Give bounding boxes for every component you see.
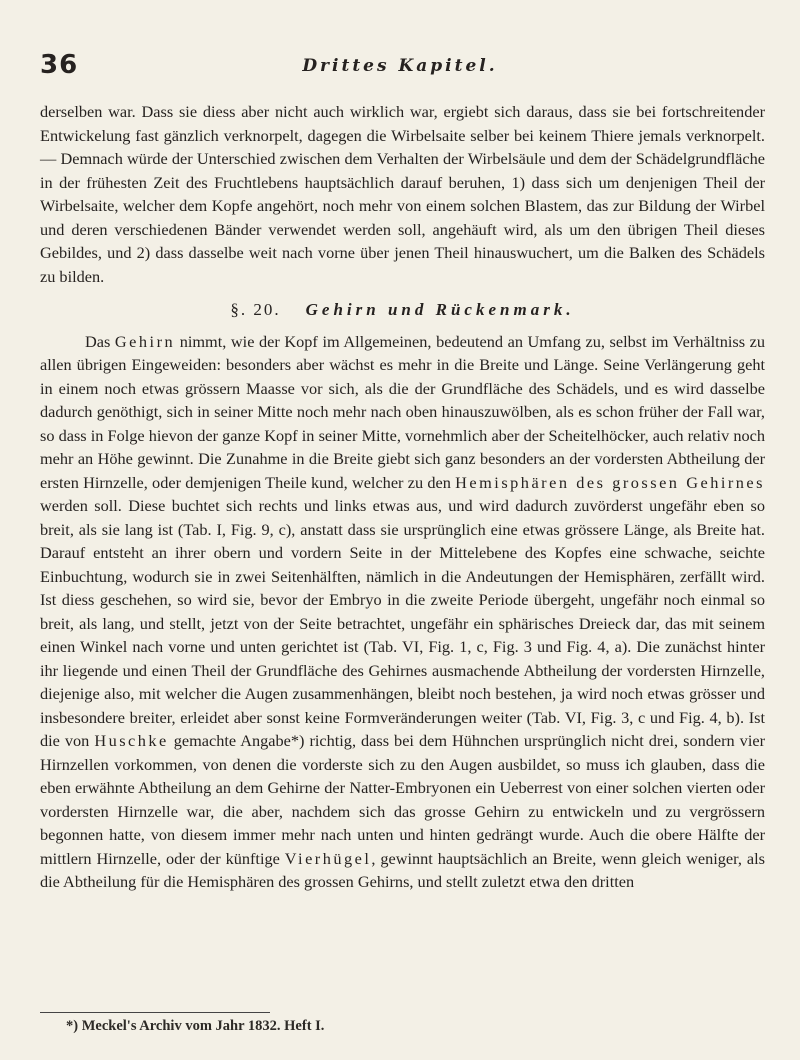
emphasis-hemispharen: Hemisphären des grossen Gehirnes xyxy=(455,472,765,492)
emphasis-huschke: Huschke xyxy=(94,731,169,750)
section-number: §. 20. xyxy=(230,300,281,319)
section-heading xyxy=(40,298,765,322)
paragraph-continuation: derselben war. Dass sie diess aber nicht auch wirklich war, ergiebt sich daraus, dass sie bei fortschreitender Entwickelung fast gänzlich verknorpelt, dagegen die Wirbelsaite selber bei keinem Thiere jemals verknorpelt. — Demnach würde der Unterschied zwischen dem Verhalten der Wirbelsäule und dem der Schädelgrundfläche in der frühesten Zeit des Fruchtlebens hauptsächlich darauf beruhen, 1) dass sich um denjenigen Theil der Wirbelsaite, welcher dem Kopfe angehört, noch mehr von einem solchen Blastem, das zur Bildung der Wirbel und deren verschiedenen Bänder verwendet werden soll, angehäuft wird, als um den übrigen Theil dieses Gebildes, und 2) dass dasselbe weit nach vorne über jenen Theil hinauswuchert, um die Balken des Schädels zu bilden. xyxy=(40,102,765,286)
emphasis-vierhugel: Vierhügel xyxy=(284,848,372,868)
page-header xyxy=(40,50,760,90)
running-head: Drittes Kapitel. xyxy=(302,56,498,76)
section-title: Gehirn und Rückenmark. xyxy=(305,300,575,319)
footnote: *) Meckel's Archiv vom Jahr 1832. Heft I. xyxy=(66,1018,325,1034)
page-number: 36 xyxy=(40,50,79,80)
text-run: gemachte Angabe*) richtig, dass bei dem Hühnchen ursprünglich nicht drei, sondern vier Hirnzellen vorkommen, von denen die vorderste sich zu den Augen ausbildet, so muss ich glauben, dass die eben erwähnte Abtheilung an dem Gehirne der Natter-Embryonen ein Ueberrest von einer solchen vierten oder vordersten Hirnzelle war, die aber, nachdem sich das grosse Gehirn zu entwickeln und zu vergrössern begonnen hatte, von diesem immer mehr nach unten und hinten gedrängt wurde. Auch die obere Hälfte der mittlern Hirnzelle, oder der künftige xyxy=(40,731,765,868)
text-run: , gewinnt hauptsächlich an Breite, wenn gleich weniger, als die Abtheilung für die Hemisphären des grossen Gehirns, und stellt zuletzt etwa den dritten xyxy=(40,848,765,891)
text-run: nimmt, wie der Kopf im Allgemeinen, bedeutend an Umfang zu, selbst im Verhältniss zu allen übrigen Eingeweiden: besonders aber wächst es mehr in die Breite und Länge. Seine Verlängerung geht in einem noch etwas grössern Maasse vor sich, als die der Grundfläche des Schädels, und es wird dasselbe dadurch genöthigt, sich in seiner Mitte noch mehr nach oben hinauszuwölben, als es schon früher der Fall war, so dass in Folge hievon der ganze Kopf in seiner Mitte, vornehmlich aber der Scheitelhöcker, auch relativ noch mehr an Höhe gewinnt. Die Zunahme in die Breite giebt sich ganz besonders an der vordersten Abtheilung der ersten Hirnzelle, oder demjenigen Theile kund, welcher zu den xyxy=(40,331,765,492)
paragraph-gehirn xyxy=(40,330,765,894)
body-text xyxy=(40,100,765,894)
text-run: Das xyxy=(85,331,115,351)
emphasis-gehirn: Gehirn xyxy=(114,331,176,351)
text-run: werden soll. Diese buchtet sich rechts und links etwas aus, und wird dadurch zuvörderst ungefähr eben so breit, als sie lang ist (Tab. I, Fig. 9, c), anstatt dass sie ursprünglich eine etwas grössere Länge, als Breite hat. Darauf entsteht an ihrer obern und vordern Seite in der Mittelebene des Kopfes eine schwache, seichte Einbuchtung, wodurch sie in zwei Seitenhälften, nämlich in die Andeutungen der Hemisphären, zerfällt wird. Ist diess geschehen, so wird sie, bevor der Embryo in die zweite Periode übergeht, ungefähr noch einmal so breit, als lang, und stellt, jetzt von der Seite betrachtet, ungefähr ein sphärisches Dreieck dar, das mit seinem einen Winkel nach vorne und unten gerichtet ist (Tab. VI, Fig. 1, c, Fig. 3 und Fig. 4, a). Die zunächst hinter ihr liegende und einen Theil der Grundfläche des Gehirnes ausmachende Abtheilung der vordersten Hirnzelle, diejenige also, mit welcher die Augen zusammenhängen, bleibt noch bestehen, ja wird noch etwas grösser und insbesondere breiter, erleidet aber sonst keine Formveränderungen weiter (Tab. VI, Fig. 3, c und Fig. 4, b). Ist die von xyxy=(40,496,765,750)
footnote-divider xyxy=(40,1012,270,1013)
